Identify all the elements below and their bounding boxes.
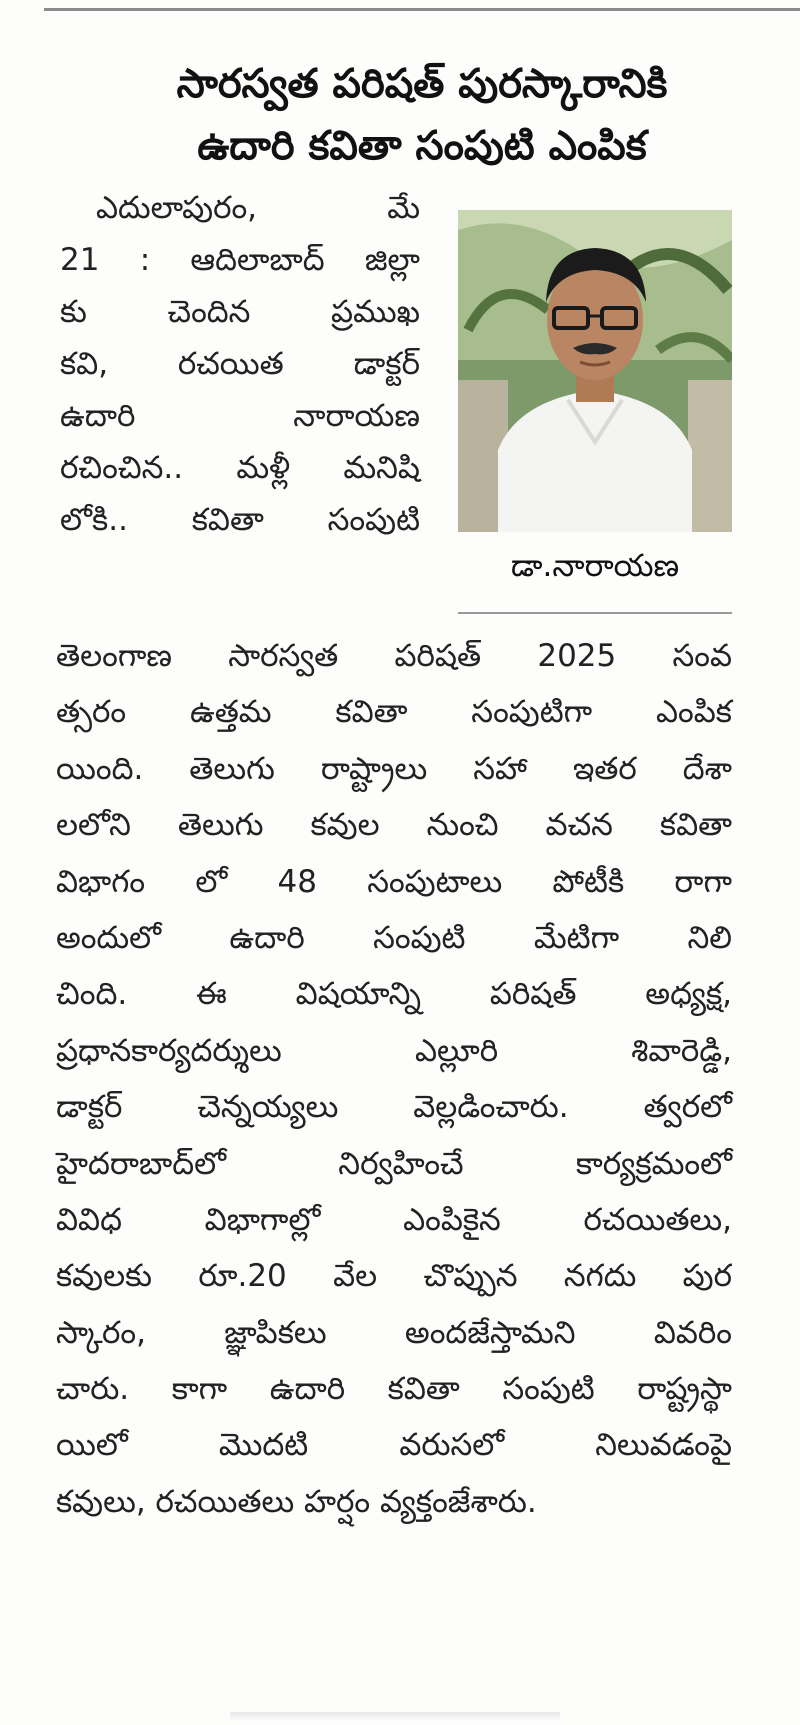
body-line: కవులకు రూ.20 వేల చొప్పున నగదు పుర [56, 1258, 732, 1295]
body-line: చింది. ఈ విషయాన్ని పరిషత్ అధ్యక్ష, [56, 976, 732, 1013]
body-line: తెలంగాణ సారస్వత పరిషత్ 2025 సంవ [56, 638, 732, 674]
caption-divider [458, 612, 732, 614]
body-line: యిలో మొదటి వరుసలో నిలువడంపై [56, 1427, 732, 1464]
intro-line: ఎదులాపురం, మే [96, 190, 420, 226]
body-line: వివిధ విభాగాల్లో ఎంపికైన రచయితలు, [56, 1201, 732, 1238]
intro-line: లోకి.. కవితా సంపుటి [60, 502, 420, 538]
body-line: యింది. తెలుగు రాష్ట్రాలు సహా ఇతర దేశా [56, 750, 732, 787]
intro-line: కవి, రచయిత డాక్టర్ [60, 346, 420, 382]
body-line: విభాగం లో 48 సంపుటాలు పోటీకి రాగా [56, 863, 732, 900]
body-line: హైదరాబాద్‌లో నిర్వహించే కార్యక్రమంలో [56, 1145, 732, 1182]
bottom-edge [230, 1712, 560, 1722]
body-line: అందులో ఉదారి సంపుటి మేటిగా నిలి [56, 919, 732, 956]
intro-line: 21 : ఆదిలాబాద్ జిల్లా [60, 242, 420, 278]
body-line: చారు. కాగా ఉదారి కవితా సంపుటి రాష్ట్రస్థా [56, 1371, 732, 1408]
body-line: త్సరం ఉత్తమ కవితా సంపుటిగా ఎంపిక [56, 694, 732, 731]
intro-line: ఉదారి నారాయణ [60, 398, 420, 434]
body-line: డాక్టర్ చెన్నయ్యలు వెల్లడించారు. త్వరలో [56, 1089, 732, 1126]
article-body [56, 628, 732, 1530]
body-line: స్కారం, జ్ఞాపికలు అందజేస్తామని వివరిం [56, 1314, 732, 1351]
headline-line-1: సారస్వత పరిషత్ పురస్కారానికి [176, 61, 668, 107]
top-divider [44, 8, 800, 11]
author-photo [458, 210, 732, 532]
body-line: ప్రధానకార్యదర్శులు ఎల్లూరి శివారెడ్డి, [56, 1032, 732, 1069]
intro-line: కు చెందిన ప్రముఖ [60, 294, 420, 330]
intro-column [60, 182, 420, 546]
intro-line: రచించిన.. మళ్లీ మనిషి [60, 450, 420, 486]
body-line: లలోని తెలుగు కవుల నుంచి వచన కవితా [56, 807, 732, 844]
headline-line-2: ఉదారి కవితా సంపుటి ఎంపిక [197, 123, 647, 169]
body-line: కవులు, రచయితలు హర్షం వ్యక్తంజేశారు. [56, 1483, 537, 1520]
photo-caption: డా.నారాయణ [510, 548, 680, 584]
